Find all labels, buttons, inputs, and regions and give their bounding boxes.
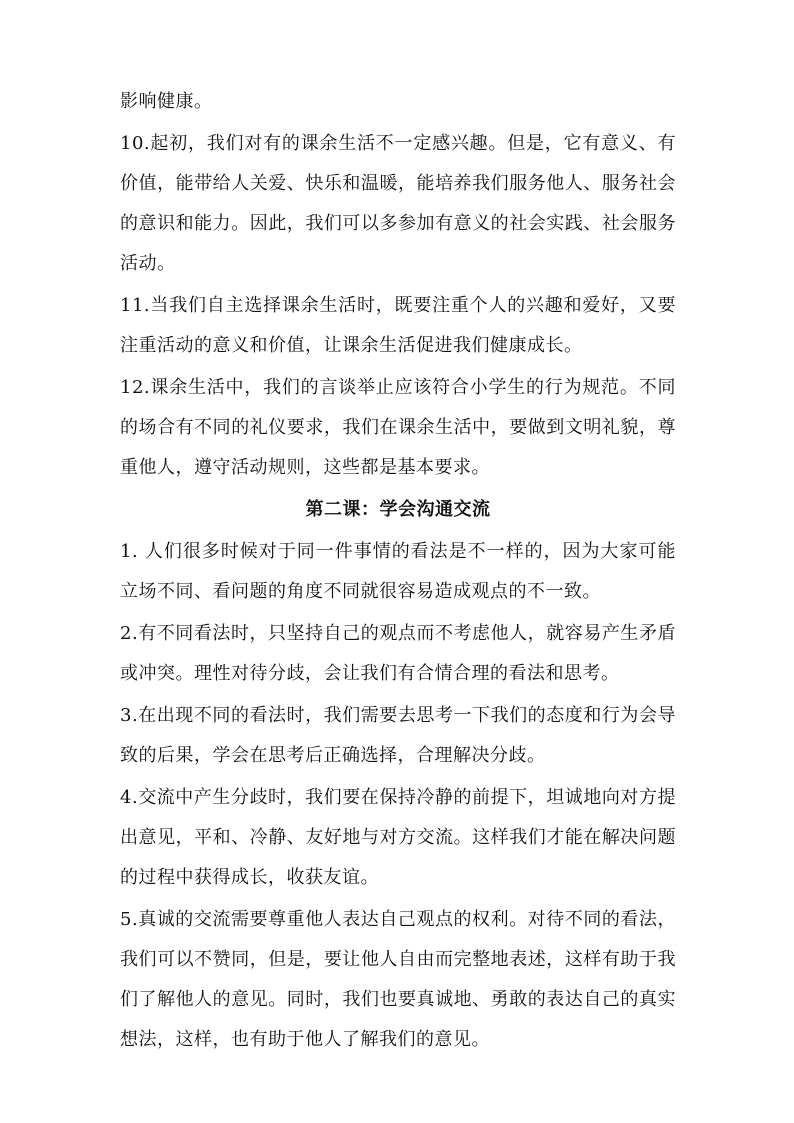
paragraph-item-12: 12.课余生活中，我们的言谈举止应该符合小学生的行为规范。不同的场合有不同的礼仪要求，我们在课余生活中，要做到文明礼貌，尊重他人，遵守活动规则，这些都是基本要求。 xyxy=(120,377,676,478)
paragraph-item-4: 4.交流中产生分歧时，我们要在保持冷静的前提下，坦诚地向对方提出意见，平和、冷静、友好地与对方交流。这样我们才能在解决问题的过程中获得成长，收获友谊。 xyxy=(120,787,676,888)
paragraph-item-3: 3.在出现不同的看法时，我们需要去思考一下我们的态度和行为会导致的后果，学会在思考后正确选择，合理解决分歧。 xyxy=(120,705,676,766)
paragraph-continuation: 影响健康。 xyxy=(120,91,213,112)
paragraph-item-5: 5.真诚的交流需要尊重他人表达自己观点的权利。对待不同的看法，我们可以不赞同，但是，要让他人自由而完整地表述，这样有助于我们了解他人的意见。同时，我们也要真诚地、勇敢的表达自己的真实想法，这样，也有助于他人了解我们的意见。 xyxy=(120,909,676,1050)
paragraph-item-1: 1. 人们很多时候对于同一件事情的看法是不一样的，因为大家可能立场不同、看问题的角度不同就很容易造成观点的不一致。 xyxy=(120,541,676,602)
document-page xyxy=(120,82,676,1062)
lesson-heading: 第二课：学会沟通交流 xyxy=(305,499,491,520)
paragraph-item-10: 10.起初，我们对有的课余生活不一定感兴趣。但是，它有意义、有价值，能带给人关爱、快乐和温暖，能培养我们服务他人、服务社会的意识和能力。因此，我们可以多参加有意义的社会实践、社会服务活动。 xyxy=(120,133,676,274)
paragraph-item-11: 11.当我们自主选择课余生活时，既要注重个人的兴趣和爱好，又要注重活动的意义和价值，让课余生活促进我们健康成长。 xyxy=(120,295,676,356)
paragraph-item-2: 2.有不同看法时，只坚持自己的观点而不考虑他人，就容易产生矛盾或冲突。理性对待分歧，会让我们有合情合理的看法和思考。 xyxy=(120,623,676,684)
